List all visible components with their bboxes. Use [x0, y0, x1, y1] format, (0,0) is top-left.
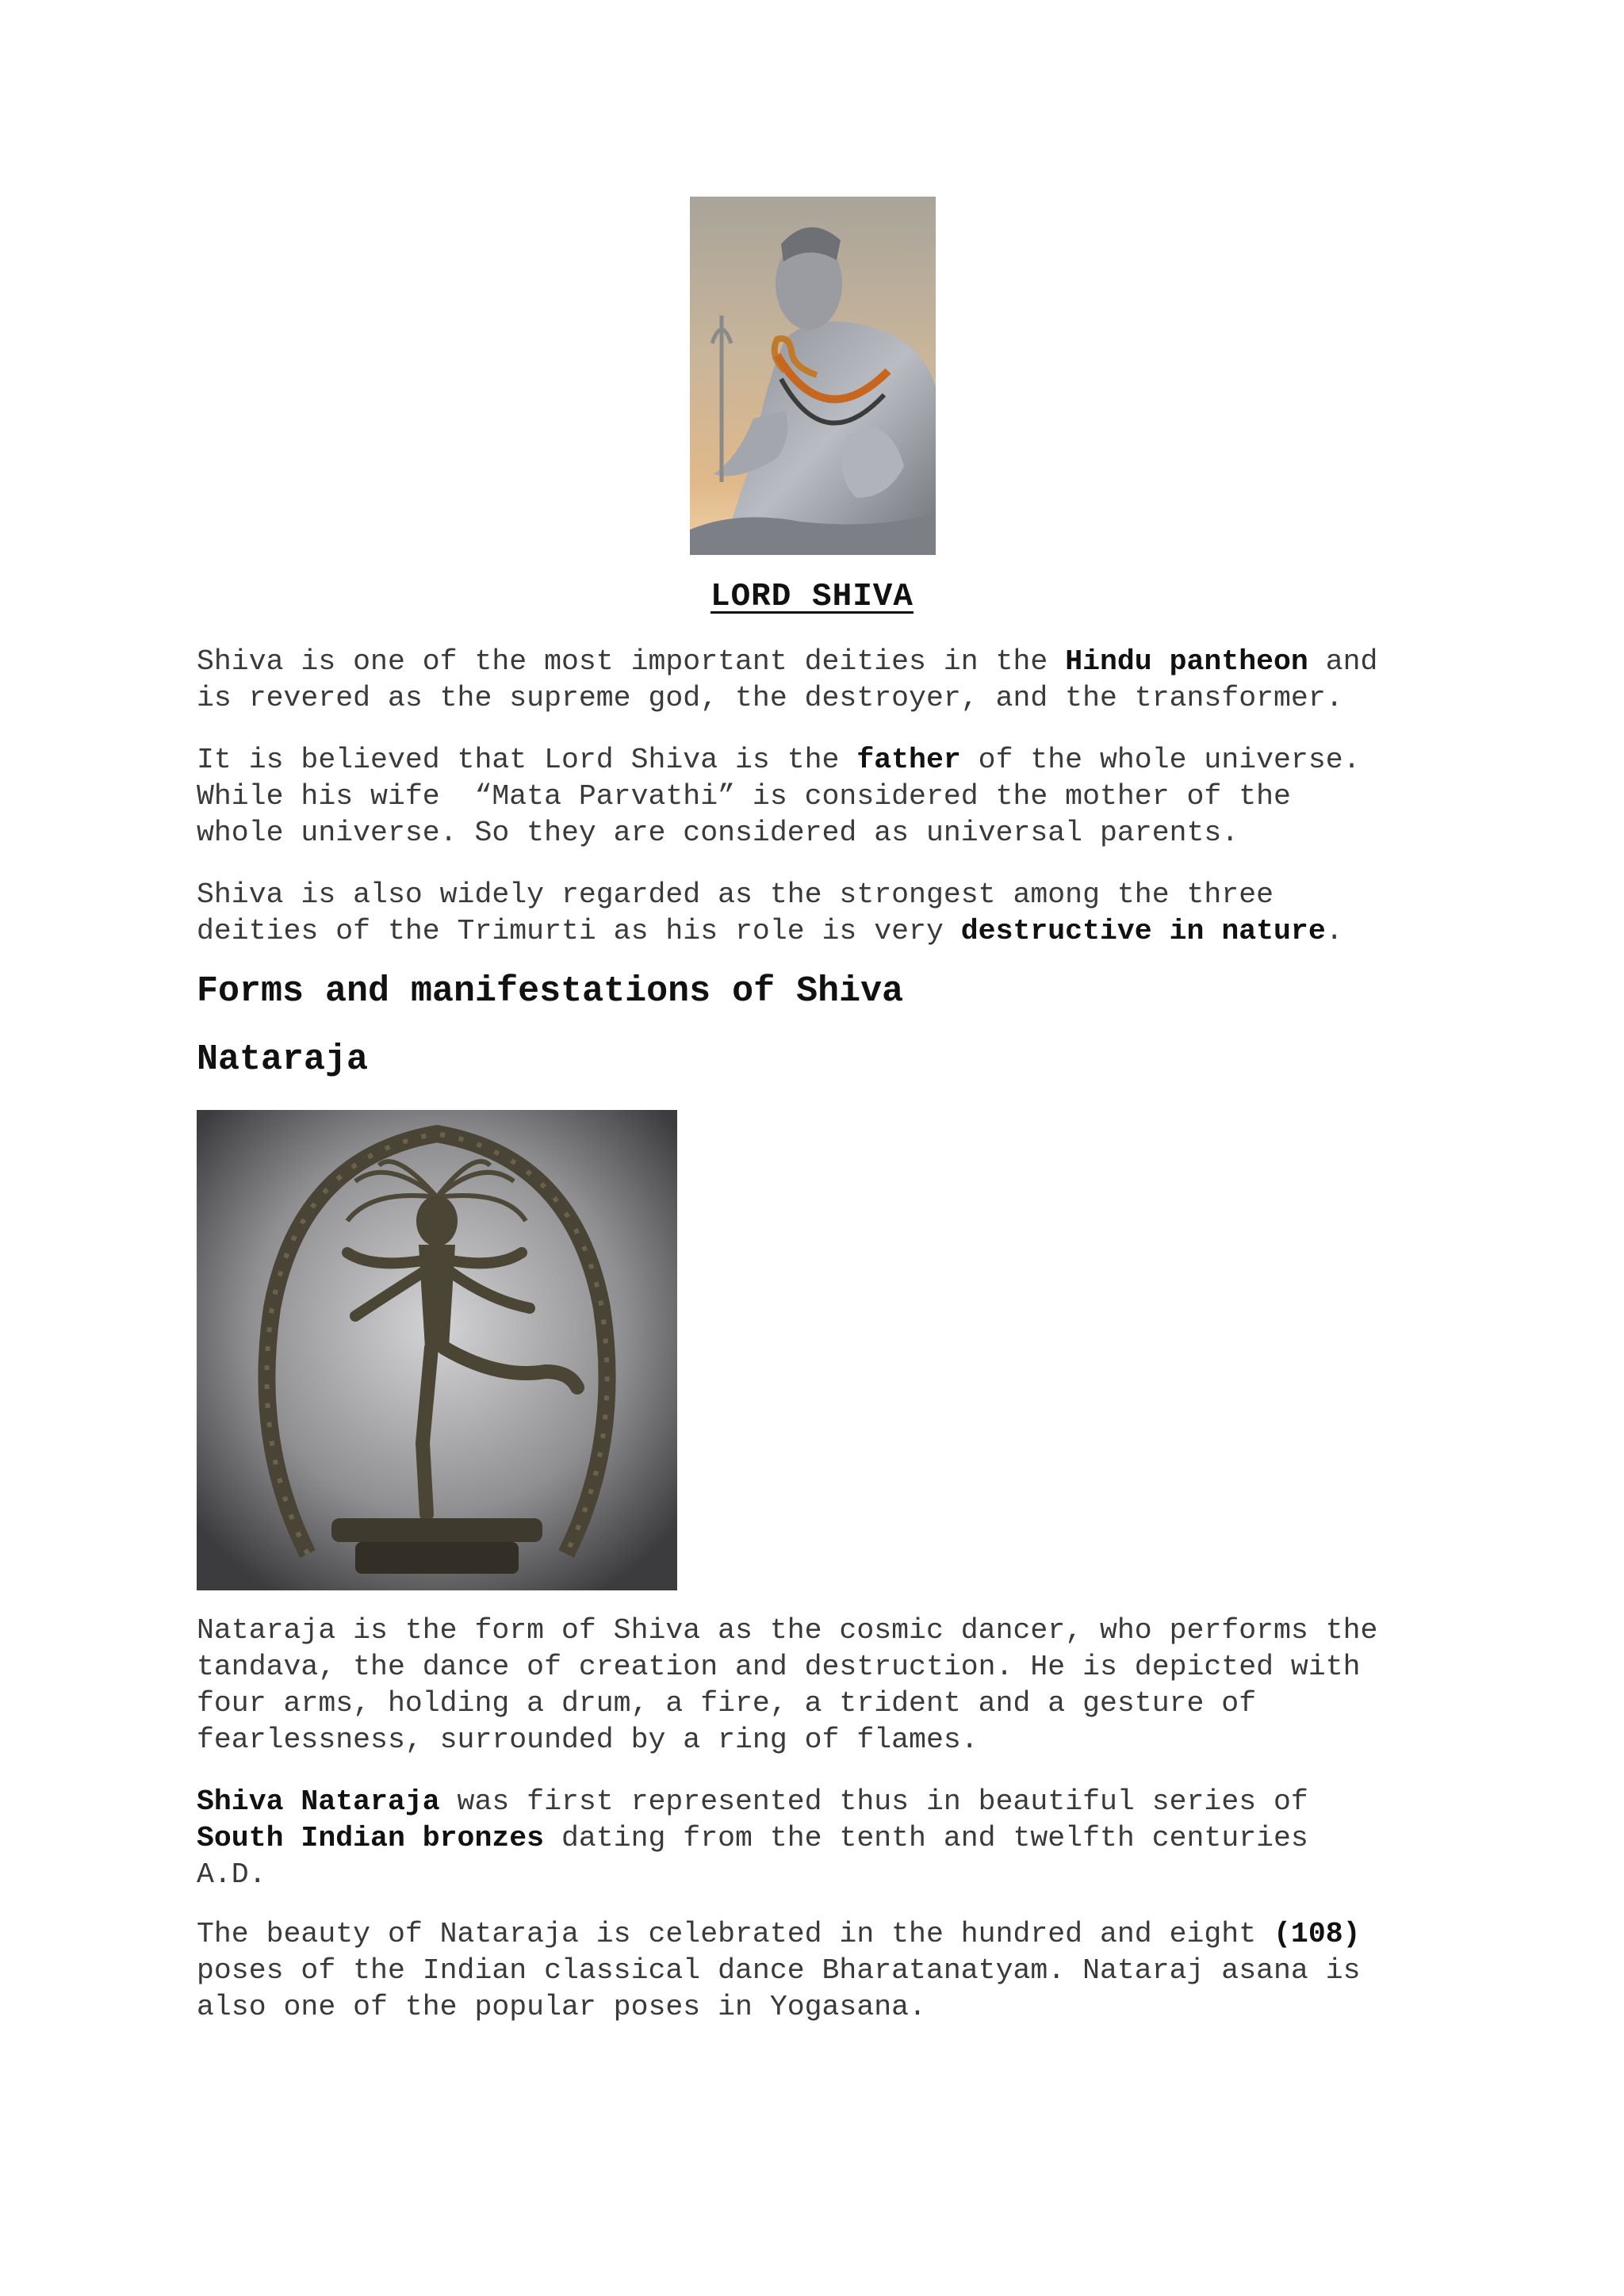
nataraja-p2-bold-c: South Indian bronzes — [197, 1822, 545, 1854]
intro-p2-bold: father — [856, 744, 961, 776]
intro-paragraph-3 — [197, 877, 1465, 950]
intro-p1-text-c: and is revered as the supreme god, the destroyer, and the transformer. — [197, 645, 1378, 714]
nataraja-p2-text-d: dating from the tenth and twelfth centuries A.D. — [197, 1822, 1308, 1891]
document-title: LORD SHIVA — [710, 579, 914, 615]
nataraja-paragraph-1: Nataraja is the form of Shiva as the cosmic dancer, who performs the tandava, the dance of creation and destruction. He is depicted with four arms, holding a drum, a fire, a trident and a gesture of fearlessness, surrounded by a ring of flames. — [197, 1614, 1378, 1756]
nataraja-paragraph-3 — [197, 1916, 1465, 2026]
intro-p2-text-c: of the whole universe. While his wife “Mata Parvathi” is considered the mother of the whole universe. So they are considered as universal parents. — [197, 744, 1361, 849]
intro-p3-bold: destructive in nature — [960, 915, 1326, 947]
intro-p1-bold: Hindu pantheon — [1065, 645, 1308, 678]
nataraja-bronze-image — [197, 1110, 677, 1590]
section-heading: Forms and manifestations of Shiva — [197, 971, 904, 1012]
shiva-statue-image — [690, 197, 936, 555]
nataraja-p3-text-c: poses of the Indian classical dance Bharatanatyam. Nataraj asana is also one of the popular poses in Yogasana. — [197, 1954, 1361, 2023]
nataraja-p3-bold: (108) — [1274, 1918, 1361, 1950]
nataraja-paragraph-2 — [197, 1784, 1465, 1893]
nataraja-p2-bold-a: Shiva Nataraja — [197, 1785, 440, 1818]
intro-paragraph-1 — [197, 644, 1465, 717]
intro-p2-text-a: It is believed that Lord Shiva is the — [197, 744, 857, 776]
nataraja-p3-text-a: The beauty of Nataraja is celebrated in the hundred and eight — [197, 1918, 1274, 1950]
intro-p3-text-a: Shiva is also widely regarded as the strongest among the three deities of the Trimurti as his role is very — [197, 878, 1274, 947]
intro-paragraph-2 — [197, 742, 1465, 851]
shiva-statue-photo — [690, 197, 936, 555]
nataraja-bronze-photo — [197, 1110, 677, 1590]
subsection-heading: Nataraja — [197, 1039, 369, 1080]
nataraja-p2-text-b: was first represented thus in beautiful series of — [457, 1785, 1308, 1818]
intro-p3-text-c: . — [1325, 915, 1343, 947]
intro-p1-text-a: Shiva is one of the most important deities in the — [197, 645, 1066, 678]
